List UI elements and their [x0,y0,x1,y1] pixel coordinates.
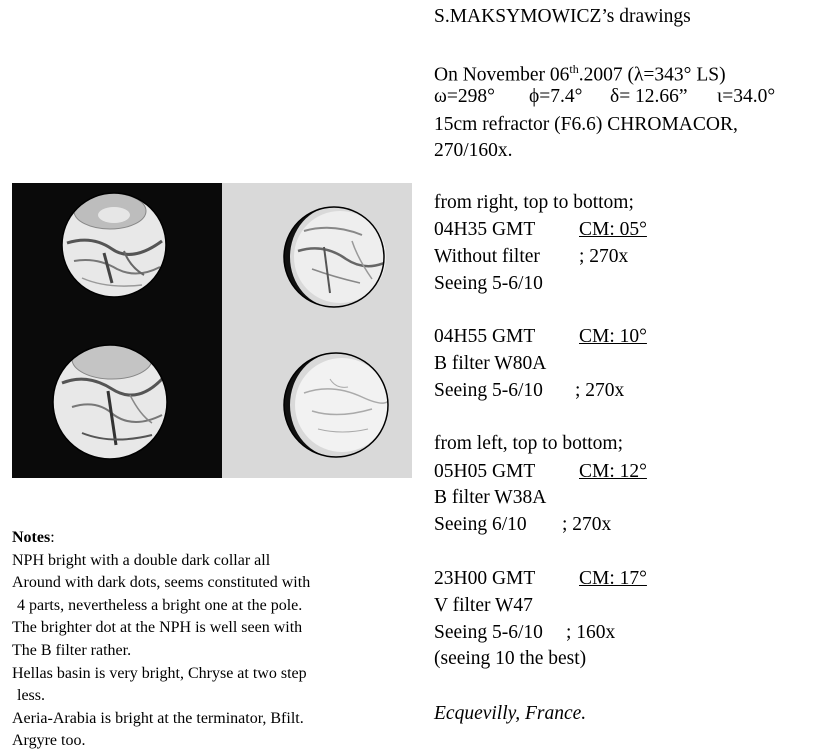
notes-line: Aeria-Arabia is bright at the terminator, Bfilt. [12,709,304,727]
entry-3-cm: CM: 12° [579,461,647,482]
notes-heading: Notes: [12,529,55,546]
param-phi: ϕ=7.4° [529,86,583,107]
notes-line: Hellas basin is very bright, Chryse at two step [12,664,307,682]
notes-line: NPH bright with a double dark collar all [12,551,271,569]
seeing-scale-note: (seeing 10 the best) [434,648,587,669]
entry-3-seeing: Seeing 6/10 [434,514,527,535]
date-prefix: On November 06 [434,64,570,86]
notes-line: Argyre too. [12,732,86,750]
notes-block [12,527,310,753]
observation-parameters [434,86,776,108]
entry-1-cm: CM: 05° [579,219,647,240]
date-suffix: .2007 (λ=343° LS) [578,64,726,86]
page-title: S.MAKSYMOWICZ’s drawings [434,6,691,27]
entry-2-seeing: Seeing 5-6/10 [434,380,543,401]
date-superscript: th [569,62,579,76]
entry-2-time: 04H55 GMT [434,326,536,347]
entry-1-time: 04H35 GMT [434,219,536,240]
group-left-heading: from left, top to bottom; [434,433,624,454]
param-omega: ω=298° [434,86,495,107]
entry-2-filter: B filter W80A [434,353,547,374]
mars-disk-drawing-top-right [284,207,386,307]
entry-4-cm: CM: 17° [579,568,647,589]
notes-line: The B filter rather. [12,641,132,659]
entry-3-seeing-extra: ; 270x [562,514,612,535]
location: Ecquevilly, France. [434,703,587,724]
entry-2-seeing-extra: ; 270x [575,380,625,401]
mars-disk-drawing-top-left [62,193,166,297]
entry-4-filter: V filter W47 [434,595,533,616]
entry-2-cm: CM: 10° [579,326,647,347]
notes-line: The brighter dot at the NPH is well seen with [12,619,303,637]
entry-1-filter-extra: ; 270x [579,246,629,267]
param-delta: δ= 12.66” [610,86,688,107]
entry-4-seeing-extra: ; 160x [566,622,616,643]
mars-drawings-panel [12,183,412,478]
entry-4-time: 23H00 GMT [434,568,536,589]
magnification-line: 270/160x. [434,140,513,161]
observation-date [434,58,726,87]
group-right-heading: from right, top to bottom; [434,192,634,213]
notes-line: Around with dark dots, seems constituted with [12,574,311,592]
notes-line: less. [17,687,45,705]
entry-4-seeing: Seeing 5-6/10 [434,622,543,643]
entry-3-filter: B filter W38A [434,487,547,508]
param-iota: ι=34.0° [717,86,776,107]
instrument-line: 15cm refractor (F6.6) CHROMACOR, [434,114,738,135]
entry-1-filter: Without filter [434,246,540,267]
entry-3-time: 05H05 GMT [434,461,536,482]
entry-1-seeing: Seeing 5-6/10 [434,273,543,294]
notes-line: 4 parts, nevertheless a bright one at the pole. [17,596,303,614]
